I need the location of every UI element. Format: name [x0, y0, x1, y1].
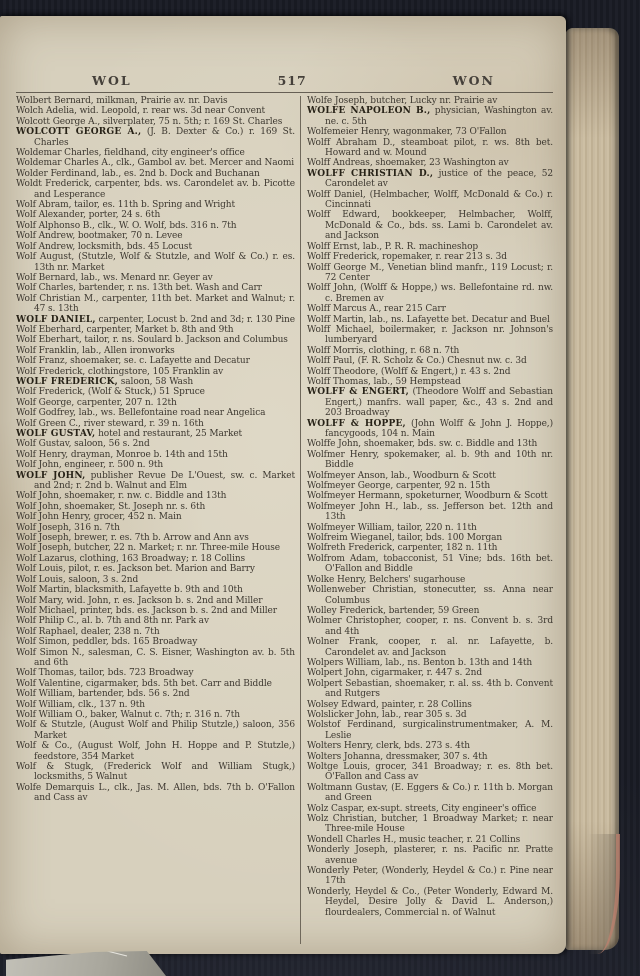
- directory-entry: Wolstof Ferdinand, surgicalinstrumentmaker, A. M. Leslie: [307, 720, 553, 741]
- directory-entry: Wolf & Stutzle, (August Wolf and Philip Stutzle,) saloon, 356 Market: [16, 720, 295, 741]
- directory-entry: WOLFF CHRISTIAN D., justice of the peace, 52 Carondelet av: [307, 168, 553, 190]
- directory-entry: Wolf Louis, saloon, 3 s. 2nd: [16, 574, 139, 585]
- directory-entry: Wolf & Stugk, (Frederick Wolf and William Stugk,) locksmiths, 5 Walnut: [16, 762, 295, 783]
- directory-entry: Wolf Alphonso B., clk., W. O. Wolf, bds. 316 n. 7th: [16, 220, 237, 231]
- directory-entry: Wolf John Henry, grocer, 452 n. Main: [16, 512, 182, 523]
- directory-entry: WOLF DANIEL, carpenter, Locust b. 2nd and 3d; r. 130 Pine: [16, 314, 295, 325]
- directory-entry: Wolf William O., baker, Walnut c. 7th; r. 316 n. 7th: [16, 709, 240, 720]
- directory-entry: Wolf Michael, printer, bds. es. Jackson b. s. 2nd and Miller: [16, 605, 277, 616]
- directory-entry: Wolf Thomas, tailor, bds. 723 Broadway: [16, 668, 194, 679]
- right-column: [300, 96, 553, 944]
- directory-entry: Wolch Adelia, wid. Leopold, r. rear ws. 3d near Convent: [16, 106, 266, 117]
- directory-entry: WOLFF & HOPPE, (John Wolff & John J. Hoppe,) fancygoods, 104 n. Main: [307, 418, 553, 439]
- directory-entry: Wolff Marcus A., rear 215 Carr: [307, 304, 446, 315]
- directory-entry: Woltge Louis, grocer, 341 Broadway; r. es. 8th bet. O'Fallon and Cass av: [307, 762, 553, 783]
- page-number: 517: [277, 73, 307, 88]
- directory-entry: Wolff Thomas, lab., 59 Hempstead: [307, 376, 461, 387]
- directory-entry: Wolpert Sebastian, shoemaker, r. al. ss. 4th b. Convent and Rutgers: [307, 678, 553, 700]
- directory-entry: Wolsey Edward, painter, r. 28 Collins: [307, 699, 472, 710]
- directory-entry: Wondell Charles H., music teacher, r. 21 Collins: [307, 834, 521, 845]
- directory-entry: Wolke Henry, Belchers' sugarhouse: [307, 574, 466, 585]
- directory-entry: Wollenweber Christian, stonecutter, ss. Anna near Columbus: [307, 585, 553, 606]
- directory-entry: Wolff Martin, lab., ns. Lafayette bet. Decatur and Buel: [307, 314, 550, 325]
- directory-entry: Wolder Ferdinand, lab., es. 2nd b. Dock and Buchanan: [16, 168, 260, 179]
- directory-entry: Wolf Raphael, dealer, 238 n. 7th: [16, 626, 160, 637]
- directory-entry: Wolff Andreas, shoemaker, 23 Washington av: [307, 158, 509, 169]
- directory-entry: WOLF JOHN, publisher Revue De L'Ouest, sw. c. Market and 2nd; r. 2nd b. Walnut and Elm: [16, 470, 295, 492]
- directory-entry: Wolff Ernst, lab., P. R. R. machineshop: [307, 241, 479, 252]
- directory-entry: Wolf Franklin, lab., Allen ironworks: [16, 345, 175, 356]
- directory-entry: Wolff Theodore, (Wolff & Engert,) r. 43 s. 2nd: [307, 366, 511, 377]
- header-left-guide: WOL: [92, 73, 132, 88]
- directory-entry: Wolbert Bernard, milkman, Prairie av. nr. Davis: [16, 96, 228, 106]
- directory-entry: Wolf Mary, wid. John, r. es. Jackson b. s. 2nd and Miller: [16, 595, 263, 606]
- directory-entry: Wolfreth Frederick, carpenter, 182 n. 11th: [307, 543, 498, 554]
- directory-entry: Wolf George, carpenter, 207 n. 12th: [16, 397, 177, 408]
- directory-entry: Wolfmeyer John H., lab., ss. Jefferson bet. 12th and 13th: [307, 501, 553, 523]
- directory-entry: Woldemar Charles, fieldhand, city engineer's office: [16, 148, 245, 159]
- directory-entry: Wolf William, bartender, bds. 56 s. 2nd: [16, 689, 190, 700]
- page-content: [0, 16, 566, 944]
- directory-entry: Wolfreim Wieganel, tailor, bds. 100 Morgan: [307, 533, 503, 544]
- directory-entry: Wolf William, clk., 137 n. 9th: [16, 699, 146, 710]
- directory-entry: Wolff John, (Wolff & Hoppe,) ws. Bellefontaine rd. nw. c. Bremen av: [307, 283, 553, 304]
- directory-entry: Wolf Joseph, brewer, r. es. 7th b. Arrow and Ann avs: [16, 533, 249, 544]
- directory-entry: Wolf John, shoemaker, St. Joseph nr. s. 6th: [16, 501, 206, 512]
- directory-entry: Wonderly, Heydel & Co., (Peter Wonderly, Edward M. Heydel, Desire Jolly & David L. Anderson,) flourdealers, Commercial n. of Walnut: [307, 886, 553, 918]
- directory-entry: Wolff Frederick, ropemaker, r. rear 213 s. 3d: [307, 252, 507, 263]
- directory-entry: Wolfemeier Henry, wagonmaker, 73 O'Fallon: [307, 127, 507, 138]
- directory-entry: Wolff Edward, bookkeeper, Helmbacher, Wolff, McDonald & Co., bds. ss. Lami b. Carondelet av. and Jackson: [307, 210, 553, 242]
- directory-entry: Wolf Gustav, saloon, 56 s. 2nd: [16, 439, 150, 450]
- directory-entry: WOLF FREDERICK, saloon, 58 Wash: [16, 376, 194, 387]
- directory-entry: Wonderly Peter, (Wonderly, Heydel & Co.) r. Pine near 17th: [307, 866, 553, 887]
- directory-entry: Wolf John, shoemaker, r. nw. c. Biddle and 13th: [16, 491, 227, 502]
- directory-entry: Wonderly Joseph, plasterer, r. ns. Pacific nr. Pratte avenue: [307, 845, 553, 866]
- directory-entry: Wolf Franz, shoemaker, se. c. Lafayette and Decatur: [16, 356, 250, 367]
- directory-entry: Wolfmeyer Hermann, spoketurner, Woodburn & Scott: [307, 491, 548, 502]
- directory-entry: Wolley Frederick, bartender, 59 Green: [307, 605, 480, 616]
- directory-entry: Wolf Louis, pilot, r. es. Jackson bet. Marion and Barry: [16, 564, 255, 575]
- directory-entry: Wolf Joseph, butcher, 22 n. Market; r. nr. Three-mile House: [16, 543, 281, 554]
- directory-entry: WOLF GUSTAV, hotel and restaurant, 25 Market: [16, 429, 243, 439]
- directory-entry: Woldt Frederick, carpenter, bds. ws. Carondelet av. b. Picotte and Lesperance: [16, 179, 295, 200]
- directory-entry: Wolf Alexander, porter, 24 s. 6th: [16, 210, 161, 221]
- directory-entry: Wolpert John, cigarmaker, r. 447 s. 2nd: [307, 668, 483, 679]
- directory-entry: Wolf Philip C., al. b. 7th and 8th nr. Park av: [16, 616, 209, 627]
- directory-entry: Wolf Andrew, locksmith, bds. 45 Locust: [16, 241, 192, 252]
- directory-entry: Wolffe John, shoemaker, bds. sw. c. Biddle and 13th: [307, 439, 538, 450]
- book-fore-edge: [565, 28, 619, 950]
- directory-entry: Wolf Henry, drayman, Monroe b. 14th and 15th: [16, 449, 228, 460]
- directory-entry: Wolfmeyer George, carpenter, 92 n. 15th: [307, 481, 491, 492]
- directory-entry: Wolff Daniel, (Helmbacher, Wolff, McDonald & Co.) r. Cincinnati: [307, 189, 553, 211]
- directory-entry: Wolfmeyer William, tailor, 220 n. 11th: [307, 522, 477, 533]
- directory-entry: Wolf & Co., (August Wolf, John H. Hoppe and P. Stutzle,) feedstore, 354 Market: [16, 741, 295, 762]
- directory-entry: Wolf Andrew, bootmaker, 70 n. Levee: [16, 231, 183, 242]
- directory-entry: Wolf Simon N., salesman, C. S. Eisner, Washington av. b. 5th and 6th: [16, 647, 295, 668]
- directory-entry: Wolfe Demarquis L., clk., Jas. M. Allen, bds. 7th b. O'Fallon and Cass av: [16, 782, 295, 804]
- directory-entry: Woltmann Gustav, (E. Eggers & Co.) r. 11th b. Morgan and Green: [307, 782, 553, 804]
- directory-entry: Wolfe Joseph, butcher, Lucky nr. Prairie av: [307, 96, 498, 106]
- directory-entry: Wolslicker John, lab., rear 305 s. 3d: [307, 709, 467, 720]
- directory-entry: Wolz Caspar, ex-supt. streets, City engineer's office: [307, 803, 537, 814]
- directory-entry: Wolfmeyer Anson, lab., Woodburn & Scott: [307, 470, 496, 481]
- directory-entry: Wolf Bernard, lab., ws. Menard nr. Geyer av: [16, 272, 213, 283]
- directory-entry: Wolf Joseph, 316 n. 7th: [16, 522, 120, 533]
- directory-entry: WOLFF & ENGERT, (Theodore Wolff and Sebastian Engert,) manfrs. wall paper, &c., 43 s. 2nd and 203 Broadway: [307, 387, 553, 419]
- directory-entry: Wolff Paul, (F. R. Scholz & Co.) Chesnut nw. c. 3d: [307, 356, 527, 367]
- left-column: [16, 96, 300, 944]
- directory-entry: Wolf Simon, peddler, bds. 165 Broadway: [16, 637, 198, 648]
- directory-entry: WOLCOTT GEORGE A., (J. B. Dexter & Co.) r. 169 St. Charles: [16, 127, 295, 148]
- directory-entry: Wolff George M., Venetian blind manfr., 119 Locust; r. 72 Center: [307, 262, 553, 283]
- directory-entry: Wolz Christian, butcher, 1 Broadway Market; r. near Three-mile House: [307, 814, 553, 835]
- directory-entry: Wolf Godfrey, lab., ws. Bellefontaine road near Angelica: [16, 408, 266, 419]
- directory-entry: Wolf Eberhard, carpenter, Market b. 8th and 9th: [16, 324, 234, 335]
- directory-entry: Wolf John, engineer, r. 500 n. 9th: [16, 460, 164, 471]
- directory-entry: Wolner Frank, cooper, r. al. nr. Lafayette, b. Carondelet av. and Jackson: [307, 637, 553, 658]
- header-right-guide: WON: [452, 73, 495, 88]
- directory-entry: Wolf Eberhart, tailor, r. ns. Soulard b. Jackson and Columbus: [16, 335, 288, 346]
- directory-entry: Wolf Green C., river steward, r. 39 n. 16th: [16, 418, 204, 429]
- directory-entry: Wolf Lazarus, clothing, 163 Broadway; r. 18 Collins: [16, 553, 246, 564]
- directory-entry: Wolf Abram, tailor, es. 11th b. Spring and Wright: [16, 200, 235, 211]
- directory-entry: Wolfrom Adam, tobacconist, 51 Vine; bds. 16th bet. O'Fallon and Biddle: [307, 553, 553, 575]
- header-rule: [16, 92, 553, 93]
- directory-entry: Wolters Johanna, dressmaker, 307 s. 4th: [307, 751, 488, 762]
- directory-columns: [16, 96, 553, 944]
- directory-entry: Wolters Henry, clerk, bds. 273 s. 4th: [307, 741, 470, 752]
- directory-page: [0, 16, 566, 954]
- directory-entry: Wolmer Christopher, cooper, r. ns. Convent b. s. 3rd and 4th: [307, 616, 553, 637]
- directory-entry: Wolcott George A., silverplater, 75 n. 5th; r. 169 St. Charles: [16, 116, 283, 127]
- directory-entry: Wolpers William, lab., ns. Benton b. 13th and 14th: [307, 657, 533, 668]
- directory-entry: Wolf Frederick, clothingstore, 105 Franklin av: [16, 366, 224, 377]
- directory-entry: Wolff Abraham D., steamboat pilot, r. ws. 8th bet. Howard and w. Mound: [307, 137, 553, 159]
- directory-entry: Wolf Christian M., carpenter, 11th bet. Market and Walnut; r. 47 s. 13th: [16, 293, 295, 315]
- directory-entry: Wolff Morris, clothing, r. 68 n. 7th: [307, 345, 460, 356]
- directory-entry: Wolf Charles, bartender, r. ns. 13th bet. Wash and Carr: [16, 283, 262, 294]
- directory-entry: Wolff Michael, boilermaker, r. Jackson nr. Johnson's lumberyard: [307, 324, 553, 346]
- directory-entry: Wolf Valentine, cigarmaker, bds. 5th bet. Carr and Biddle: [16, 678, 272, 689]
- directory-entry: Wolf Frederick, (Wolf & Stuck,) 51 Spruce: [16, 387, 205, 398]
- directory-entry: WOLFE NAPOLEON B., physician, Washington av. ne. c. 5th: [307, 106, 553, 127]
- directory-entry: Wolf Martin, blacksmith, Lafayette b. 9th and 10th: [16, 585, 243, 596]
- directory-entry: Wolfmer Henry, spokemaker, al. b. 9th and 10th nr. Biddle: [307, 449, 553, 471]
- page-header: [16, 73, 553, 88]
- directory-entry: Woldemar Charles A., clk., Gambol av. bet. Mercer and Naomi: [16, 158, 295, 169]
- directory-entry: Wolf August, (Stutzle, Wolf & Stutzle, and Wolf & Co.) r. es. 13th nr. Market: [16, 252, 295, 273]
